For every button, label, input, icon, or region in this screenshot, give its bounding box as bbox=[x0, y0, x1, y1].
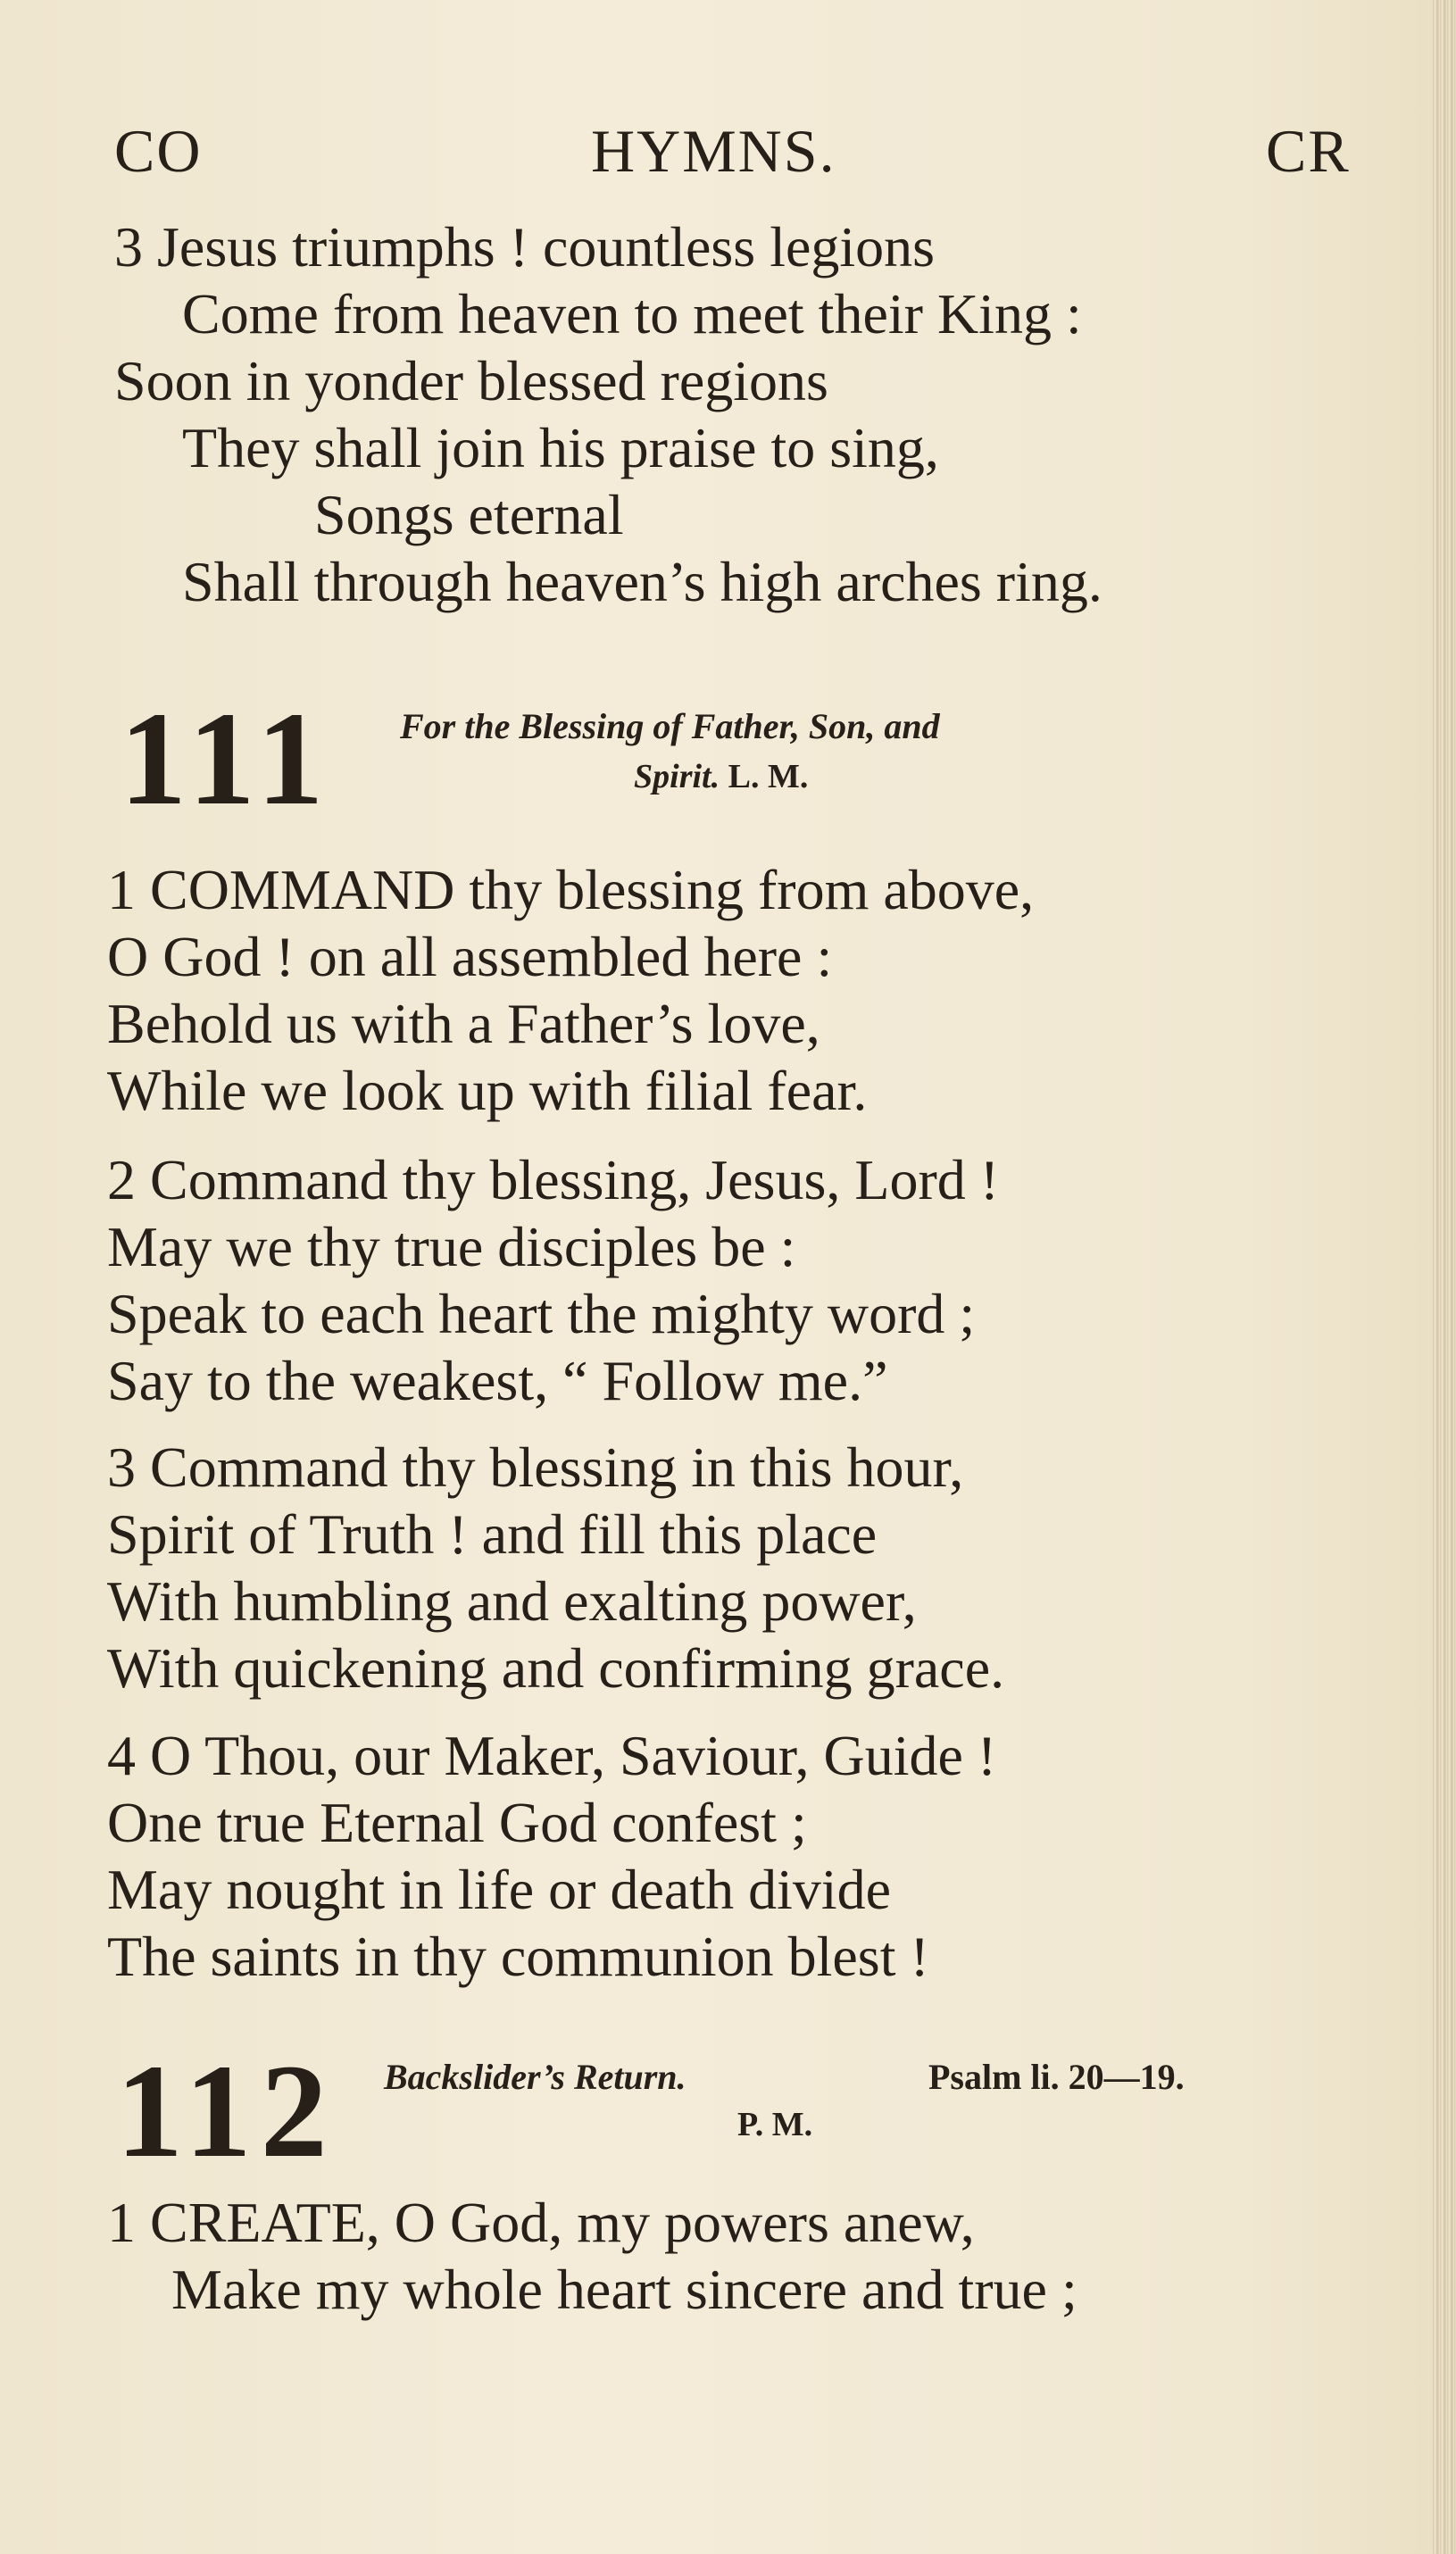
verse-line: With humbling and exalting power, bbox=[107, 1569, 917, 1633]
verse-line: 1 COMMAND thy blessing from above, bbox=[107, 858, 1035, 921]
verse-line: Come from heaven to meet their King : bbox=[182, 282, 1082, 345]
hymn-title: For the Blessing of Father, Son, and bbox=[400, 706, 940, 746]
verse-line: Say to the weakest, “ Follow me.” bbox=[107, 1349, 888, 1412]
hymn-meter: P. M. bbox=[737, 2106, 813, 2143]
verse-line: 1 CREATE, O God, my powers anew, bbox=[107, 2191, 975, 2254]
verse-line: 3 Jesus triumphs ! countless legions bbox=[114, 215, 936, 279]
verse-line: They shall join his praise to sing, bbox=[182, 416, 939, 479]
verse-line: Speak to each heart the mighty word ; bbox=[107, 1282, 976, 1345]
psalm-reference: Psalm li. 20—19. bbox=[928, 2057, 1185, 2097]
header-title: HYMNS. bbox=[591, 117, 836, 185]
hymn-number: 112 bbox=[116, 2037, 337, 2185]
verse-line: 4 O Thou, our Maker, Saviour, Guide ! bbox=[107, 1724, 997, 1787]
hymn-title-continued: Spirit. bbox=[634, 758, 720, 795]
header-left-guide: CO bbox=[114, 117, 203, 185]
verse-line: Behold us with a Father’s love, bbox=[107, 992, 820, 1055]
verse-line: The saints in thy communion blest ! bbox=[107, 1925, 929, 1988]
verse-line: Make my whole heart sincere and true ; bbox=[171, 2258, 1077, 2321]
verse-line: 3 Command thy blessing in this hour, bbox=[107, 1435, 964, 1499]
verse-line: While we look up with filial fear. bbox=[107, 1059, 868, 1122]
verse-line: Spirit of Truth ! and fill this place bbox=[107, 1502, 878, 1566]
hymn-title: Backslider’s Return. bbox=[384, 2057, 686, 2097]
verse-line: O God ! on all assembled here : bbox=[107, 925, 833, 988]
hymn-meter-line bbox=[634, 757, 808, 796]
verse-line: Shall through heaven’s high arches ring. bbox=[182, 550, 1102, 613]
hymn-number: 111 bbox=[120, 685, 333, 833]
verse-line: 2 Command thy blessing, Jesus, Lord ! bbox=[107, 1148, 1000, 1211]
verse-line: May we thy true disciples be : bbox=[107, 1215, 796, 1278]
page-edge bbox=[1433, 0, 1456, 2554]
verse-line: May nought in life or death divide bbox=[107, 1858, 892, 1921]
header-right-guide: CR bbox=[1266, 117, 1351, 185]
verse-line: Songs eternal bbox=[314, 483, 624, 546]
verse-line: Soon in yonder blessed regions bbox=[114, 349, 828, 412]
hymn-meter: L. M. bbox=[728, 758, 809, 795]
verse-line: With quickening and confirming grace. bbox=[107, 1636, 1005, 1700]
verse-line: One true Eternal God confest ; bbox=[107, 1791, 807, 1854]
